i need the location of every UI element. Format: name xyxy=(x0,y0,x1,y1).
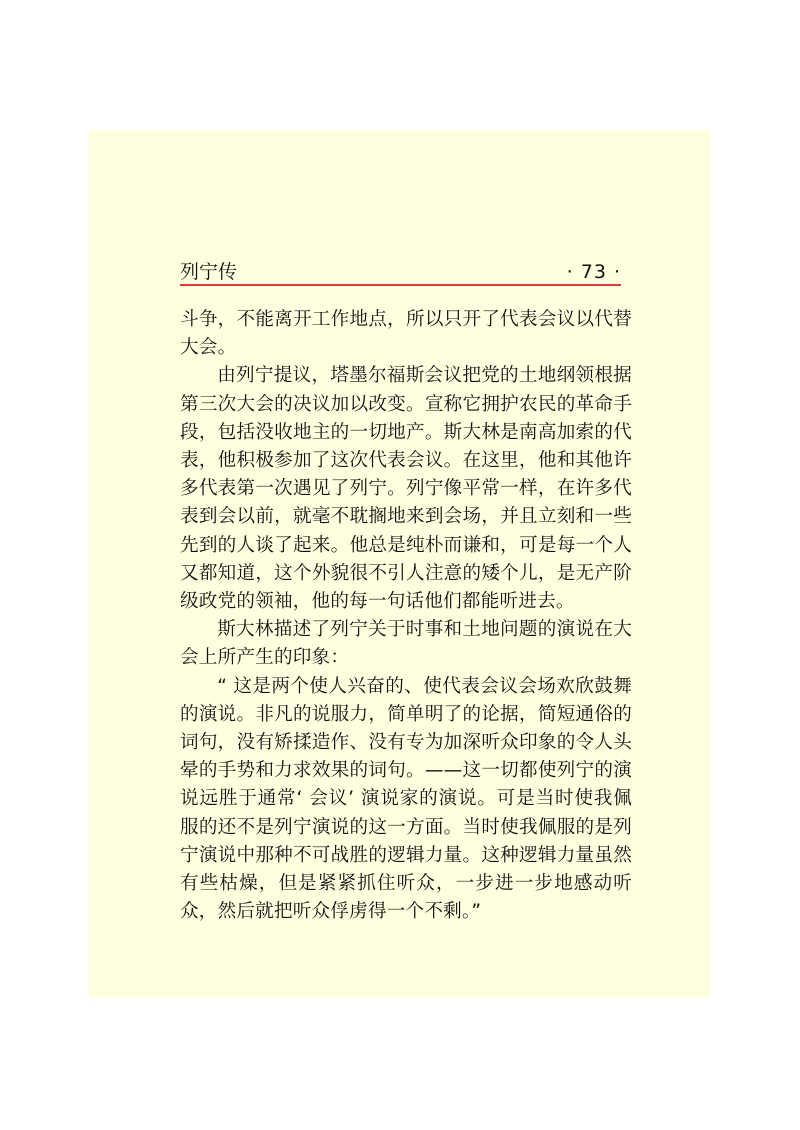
paragraph: 由列宁提议，塔墨尔福斯会议把党的土地纲领根据第三次大会的决议加以改变。宣称它拥护农民的革命手段，包括没收地主的一切地产。斯大林是南高加索的代表，他积极参加了这次代表会议。在这里，他和其他许多代表第一次遇见了列宁。列宁像平常一样，在许多代表到会以前，就毫不耽搁地来到会场，并且立刻和一些先到的人谈了起来。他总是纯朴而谦和，可是每一个人又都知道，这个外貌很不引人注意的矮个儿，是无产阶级政党的领袖，他的每一句话他们都能听进去。 xyxy=(180,365,632,613)
quotation-paragraph: “ 这是两个使人兴奋的、使代表会议会场欢欣鼓舞的演说。非凡的说服力，简单明了的论据，简短通俗的词句，没有矫揉造作、没有专为加深听众印象的令人头晕的手势和力求效果的词句。——这一切都使列宁的演说远胜于通常‘ 会议’ 演说家的演说。可是当时使我佩服的还不是列宁演说的这一方面。当时使我佩服的是列宁演说中那种不可战胜的逻辑力量。这种逻辑力量虽然有些枯燥，但是紧紧抓住听众，一步进一步地感动听众，然后就把听众俘虏得一个不剩。” xyxy=(180,675,632,923)
book-title: 列宁传 xyxy=(180,261,238,283)
running-header xyxy=(180,260,621,284)
header-divider xyxy=(180,284,621,286)
paragraph: 斗争，不能离开工作地点，所以只开了代表会议以代替大会。 xyxy=(180,309,632,359)
body-text xyxy=(180,306,632,926)
page-number: · 73 · xyxy=(566,261,621,283)
paragraph: 斯大林描述了列宁关于时事和土地问题的演说在大会上所产生的印象： xyxy=(180,619,632,669)
